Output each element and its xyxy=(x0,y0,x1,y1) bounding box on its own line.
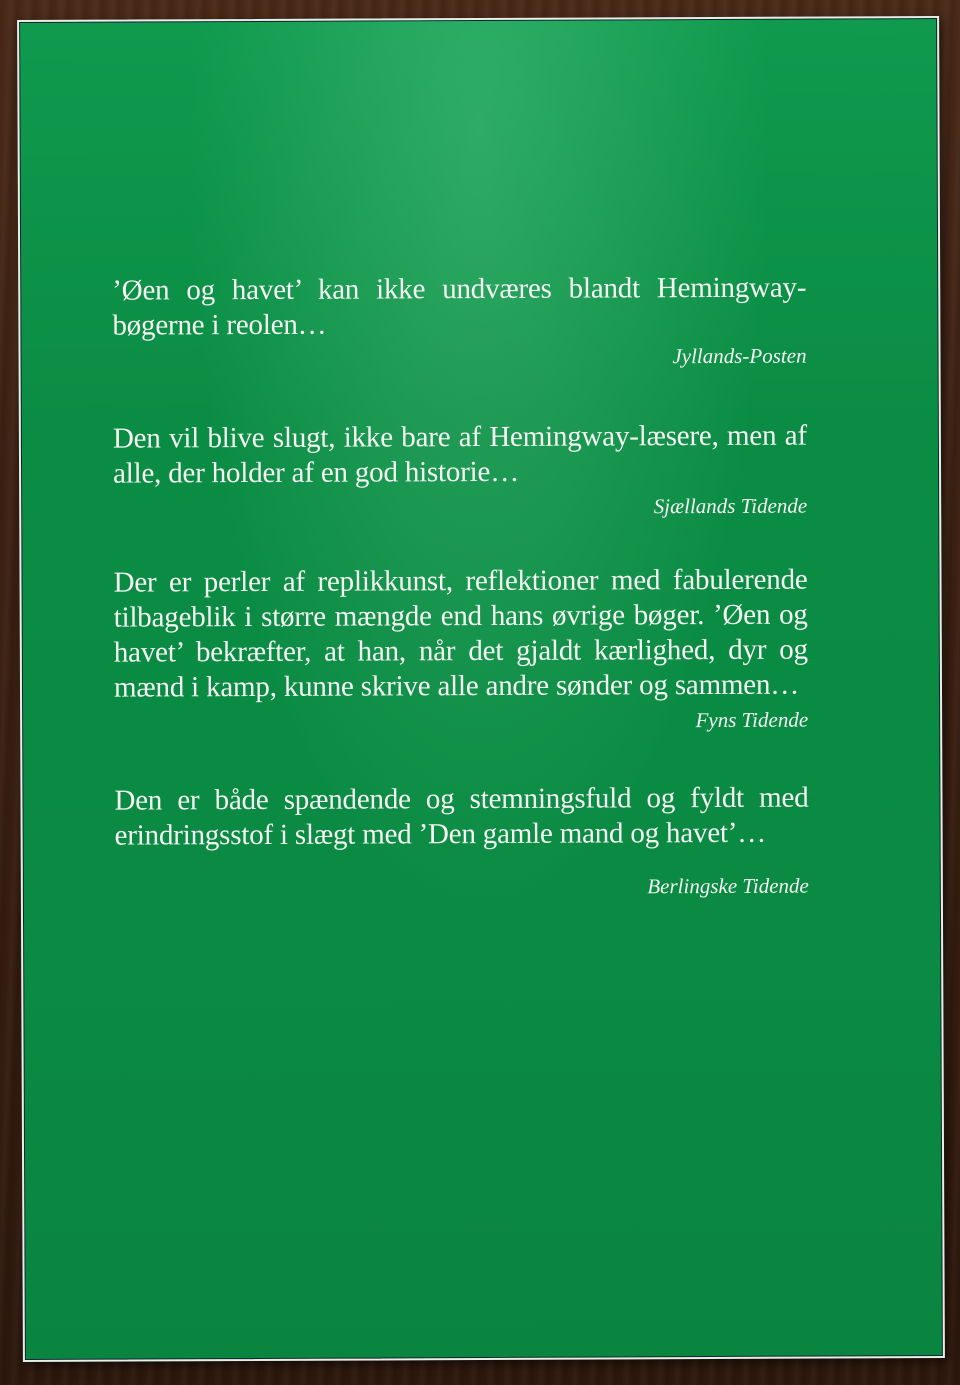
quote-text: Den vil blive slugt, ikke bare af Hemingway-læsere, men af alle, der holder af en god historie… xyxy=(112,419,807,490)
review-quote xyxy=(113,419,807,522)
quote-source: Fyns Tidende xyxy=(695,707,809,733)
review-quote xyxy=(112,271,806,372)
review-quote xyxy=(113,563,808,736)
quote-source: Sjællands Tidende xyxy=(653,493,808,519)
quote-text: Der er perler af replikkunst, reflektioner med fabulerende tilbageblik i større mængde end hans øvrige bøger. ’Øen og havet’ bekræfter, at han, når det gjaldt kærlighed, dyr og mænd i kamp, kunne skrive alle andre sønder og sammen… xyxy=(113,563,808,704)
review-quotes xyxy=(112,271,809,902)
review-quote xyxy=(114,781,809,902)
quote-text: ’Øen og havet’ kan ikke undværes blandt Hemingway-bøgerne i reolen… xyxy=(112,271,807,342)
quote-source: Berlingske Tidende xyxy=(647,873,809,899)
quote-source: Jyllands-Posten xyxy=(672,343,807,369)
quote-text: Den er både spændende og stemningsfuld og fyldt med erindringsstof i slægt med ’Den gamle mand og havet’… xyxy=(114,781,809,852)
book-back-cover xyxy=(17,16,945,1362)
